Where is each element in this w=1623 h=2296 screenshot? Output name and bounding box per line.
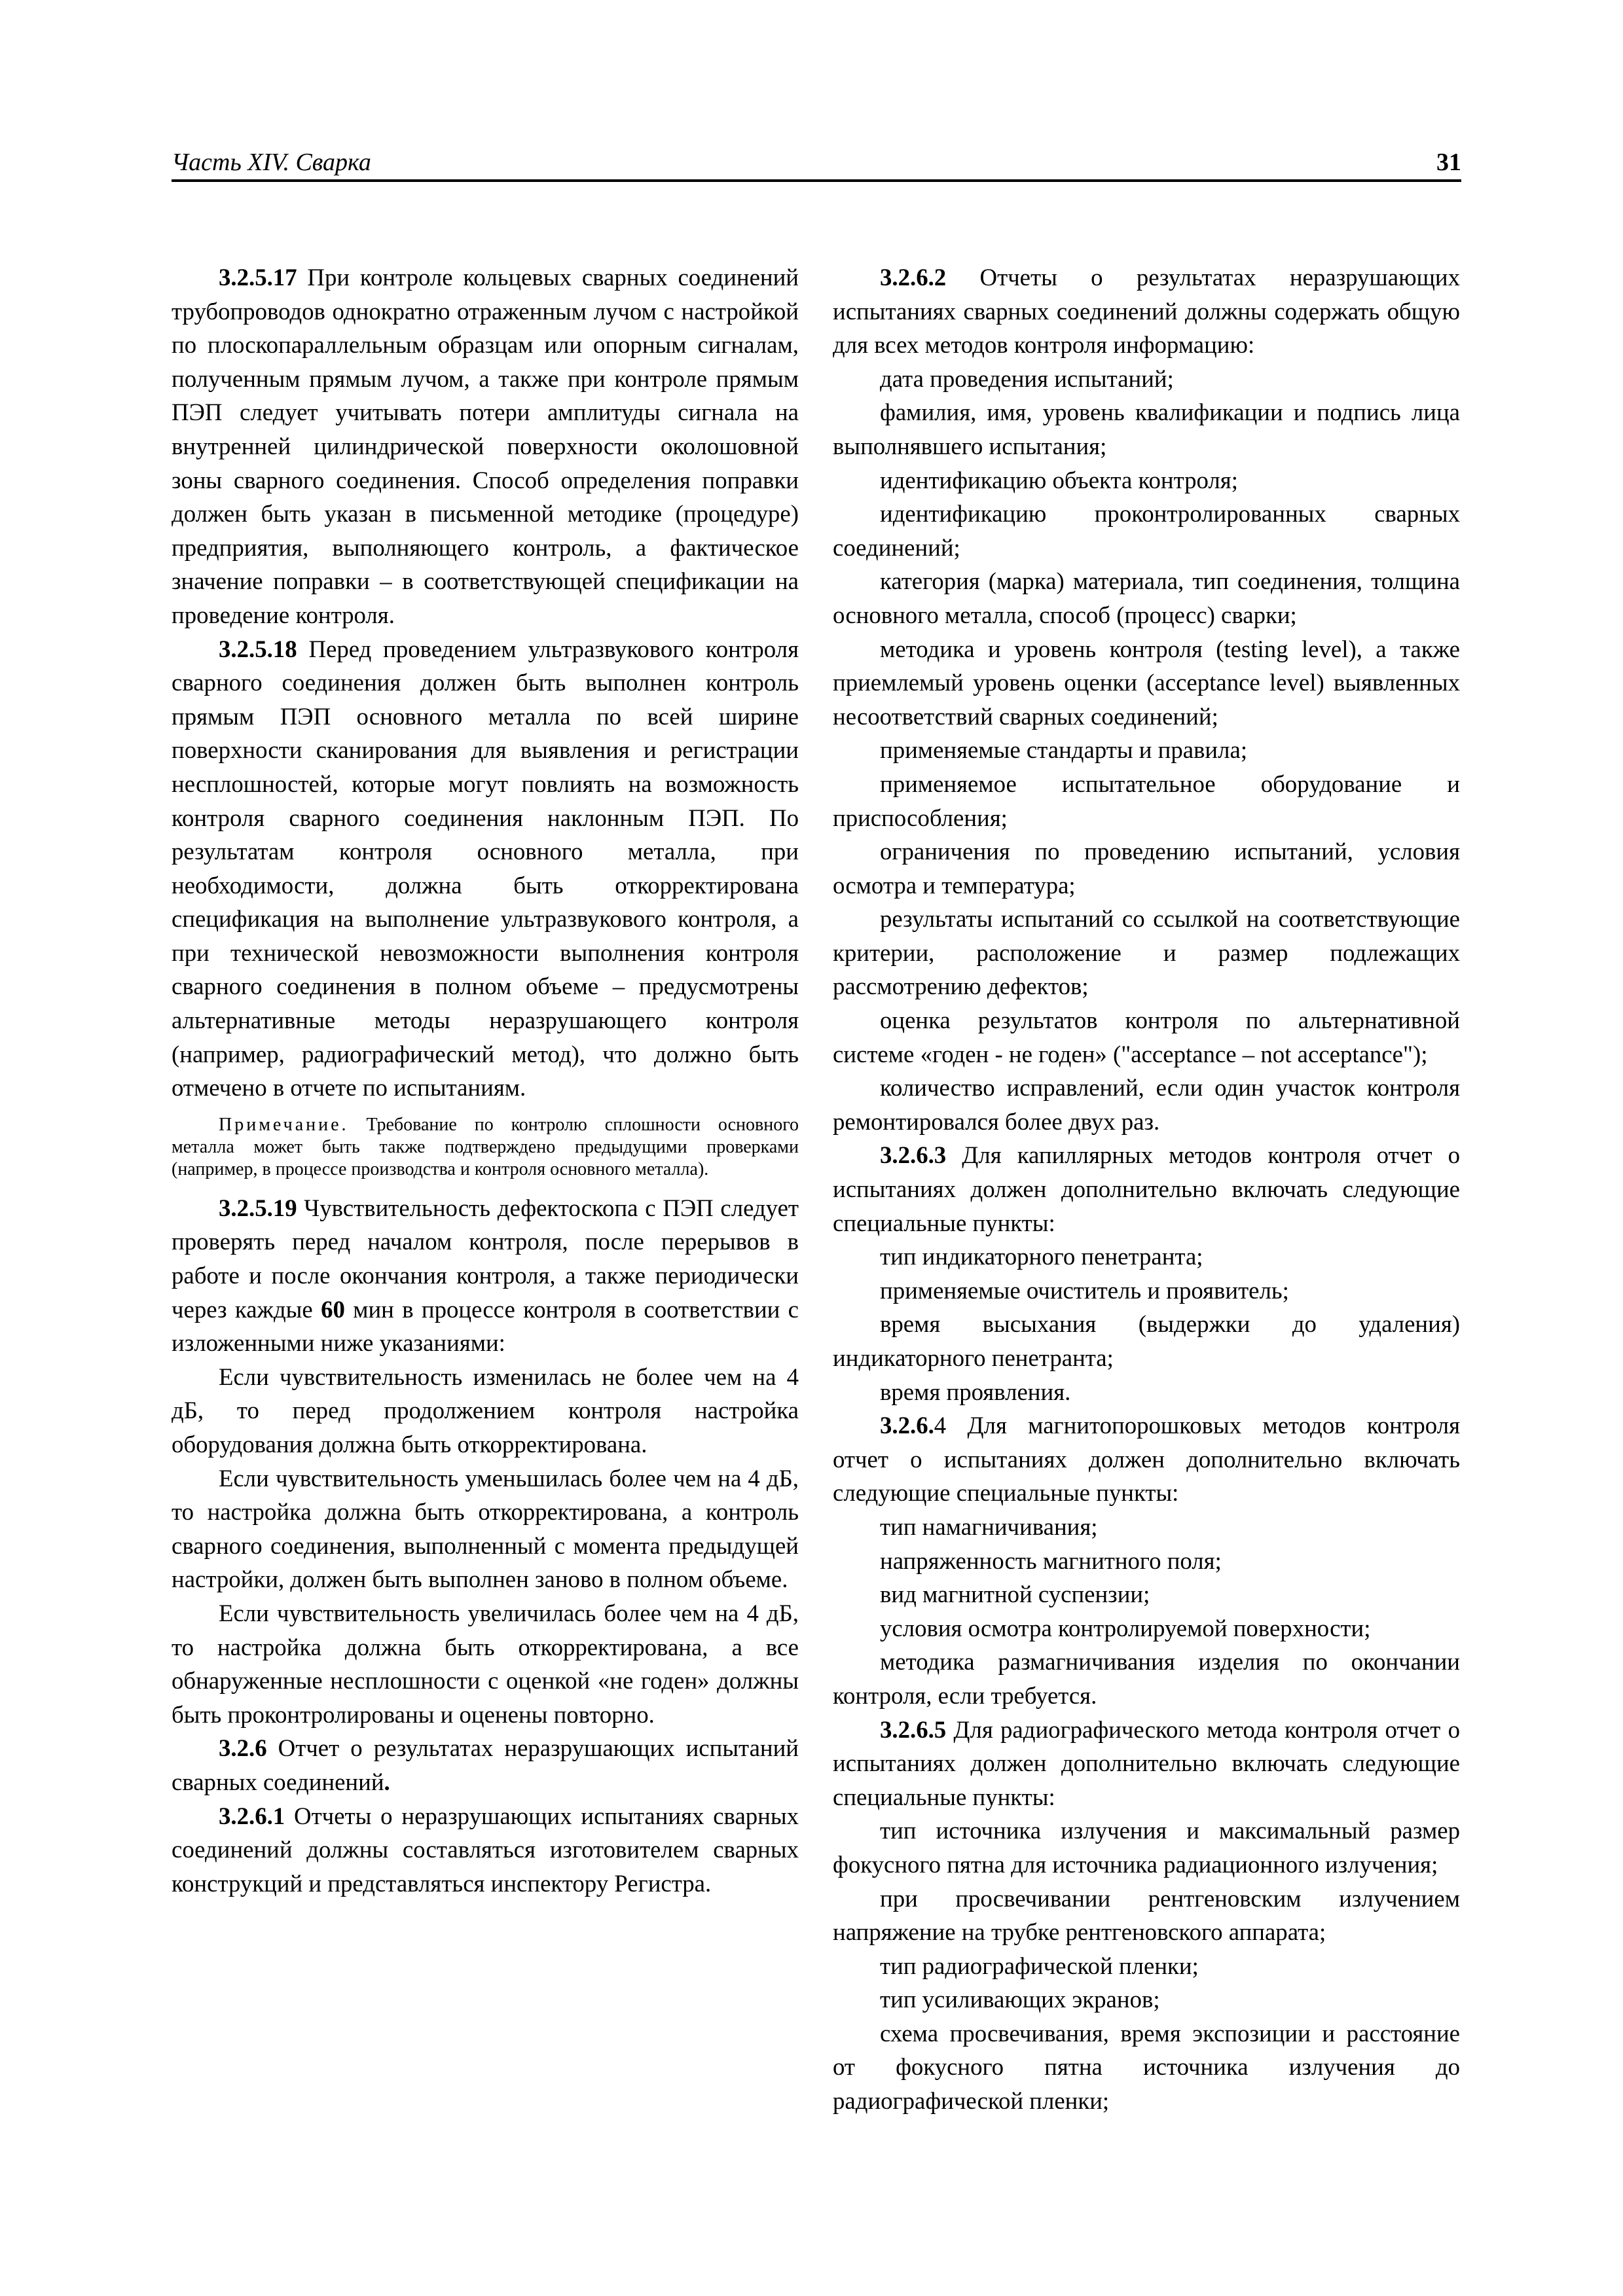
list-item: схема просвечивания, время экспозиции и расстояние от фокусного пятна источника излучения до радиографической пленки;	[833, 2019, 1460, 2115]
right-column	[833, 260, 1460, 2118]
header-title: Часть XIV. Сварка	[172, 149, 371, 176]
list-item: время высыхания (выдержки до удаления) индикаторного пенетранта;	[833, 1310, 1460, 1371]
list-item: напряженность магнитного поля;	[880, 1547, 1222, 1574]
running-header	[172, 145, 1461, 182]
list-item: применяемые стандарты и правила;	[880, 736, 1248, 764]
paragraph-3-2-5-18: 3.2.5.18 Перед проведением ультразвукового контроля сварного соединения должен быть выполнен контроль прямым ПЭП основного металла по всей ширине поверхности сканирования для выявления и регистрации несплошностей, которые могут повлиять на возможность контроля сварного соединения наклонным ПЭП. По результатам контроля основного металла, при необходимости, должна быть откорректирована спецификация на выполнение ультразвукового контроля, а при технической невозможности выполнения контроля сварного соединения в полном объеме – предусмотрены альтернативные методы неразрушающего контроля (например, радиографический метод), что должно быть отмечено в отчете по испытаниям.	[172, 635, 799, 1102]
section-heading-3-2-6: 3.2.6 Отчет о результатах неразрушающих испытаний сварных соединений.	[172, 1734, 799, 1795]
list-item: идентификацию объекта контроля;	[880, 466, 1238, 493]
list-item: ограничения по проведению испытаний, условия осмотра и температура;	[833, 838, 1460, 899]
paragraph: Если чувствительность изменилась не более чем на 4 дБ, то перед продолжением контроля настройка оборудования должна быть откорректирована.	[172, 1363, 799, 1458]
paragraph: Если чувствительность уменьшилась более чем на 4 дБ, то настройка должна быть откорректирована, а контроль сварного соединения, выполненный с момента предыдущей настройки, должен быть выполнен заново в полном объеме.	[172, 1464, 799, 1593]
list-item: методика размагничивания изделия по окончании контроля, если требуется.	[833, 1648, 1460, 1709]
list-item: методика и уровень контроля (testing level), а также приемлемый уровень оценки (acceptance level) выявленных несоответствий сварных соединений;	[833, 635, 1460, 730]
paragraph-3-2-6-2: 3.2.6.2 Отчеты о результатах неразрушающих испытаниях сварных соединений должны содержать общую для всех методов контроля информацию:	[833, 264, 1460, 359]
list-item: тип намагничивания;	[880, 1513, 1098, 1540]
list-item: дата проведения испытаний;	[880, 365, 1174, 392]
note-label: Примечание.	[219, 1114, 349, 1135]
list-item: оценка результатов контроля по альтернативной системе «годен - не годен» ("acceptance – not acceptance");	[833, 1007, 1460, 1067]
paragraph-3-2-6-1: 3.2.6.1 Отчеты о неразрушающих испытаниях сварных соединений должны составляться изготовителем сварных конструкций и представляться инспектору Регистра.	[172, 1802, 799, 1897]
paragraph-3-2-6-3: 3.2.6.3 Для капиллярных методов контроля отчет о испытаниях должен дополнительно включать следующие специальные пункты:	[833, 1141, 1460, 1236]
list-item: время проявления.	[880, 1378, 1071, 1405]
list-item: идентификацию проконтролированных сварных соединений;	[833, 500, 1460, 561]
list-item: при просвечивании рентгеновским излучением напряжение на трубке рентгеновского аппарата;	[833, 1884, 1460, 1946]
list-item: тип усиливающих экранов;	[880, 1986, 1160, 2013]
list-item: количество исправлений, если один участок контроля ремонтировался более двух раз.	[833, 1074, 1460, 1135]
paragraph: Если чувствительность увеличилась более чем на 4 дБ, то настройка должна быть откорректирована, а все обнаруженные несплошности с оценкой «не годен» должны быть проконтролированы и оценены повторно.	[172, 1599, 799, 1728]
list-item: категория (марка) материала, тип соединения, толщина основного металла, способ (процесс) сварки;	[833, 567, 1460, 628]
list-item: условия осмотра контролируемой поверхности;	[880, 1614, 1371, 1641]
list-item: тип радиографической пленки;	[880, 1952, 1199, 1979]
paragraph-3-2-5-17: 3.2.5.17 При контроле кольцевых сварных соединений трубопроводов однократно отраженным лучом с настройкой по плоскопараллельным образцам или опорным сигналам, полученным прямым лучом, а также при контроле прямым ПЭП следует учитывать потери амплитуды сигнала на внутренней цилиндрической поверхности околошовной зоны сварного соединения. Способ определения поправки должен быть указан в письменной методике (процедуре) предприятия, выполняющего контроль, а фактическое значение поправки – в соответствующей спецификации на проведение контроля.	[172, 264, 799, 628]
paragraph-3-2-5-19: 3.2.5.19 Чувствительность дефектоскопа с ПЭП следует проверять перед началом контроля, после перерывов в работе и после окончания контроля, а также периодически через каждые 60 мин в процессе контроля в соответствии с изложенными ниже указаниями:	[172, 1194, 799, 1357]
paragraph-3-2-6-5: 3.2.6.5 Для радиографического метода контроля отчет о испытаниях должен дополнительно включать следующие специальные пункты:	[833, 1715, 1460, 1810]
list-item: тип индикаторного пенетранта;	[880, 1243, 1203, 1270]
list-item: результаты испытаний со ссылкой на соответствующие критерии, расположение и размер подлежащих рассмотрению дефектов;	[833, 905, 1460, 1000]
list-item: вид магнитной суспензии;	[880, 1581, 1150, 1608]
left-column	[172, 260, 799, 1900]
list-item: применяемые очиститель и проявитель;	[880, 1276, 1289, 1304]
list-item: применяемое испытательное оборудование и приспособления;	[833, 770, 1460, 831]
list-item: фамилия, имя, уровень квалификации и подпись лица выполнявшего испытания;	[833, 399, 1460, 459]
page-number: 31	[1436, 149, 1461, 176]
paragraph-3-2-6-4: 3.2.6.4 Для магнитопорошковых методов контроля отчет о испытаниях должен дополнительно включать следующие специальные пункты:	[833, 1412, 1460, 1507]
list-item: тип источника излучения и максимальный размер фокусного пятна для источника радиационного излучения;	[833, 1817, 1460, 1878]
note: Примечание. Требование по контролю сплошности основного металла может быть также подтверждено предыдущими проверками (например, в процессе производства и контроля основного металла).	[172, 1114, 799, 1179]
